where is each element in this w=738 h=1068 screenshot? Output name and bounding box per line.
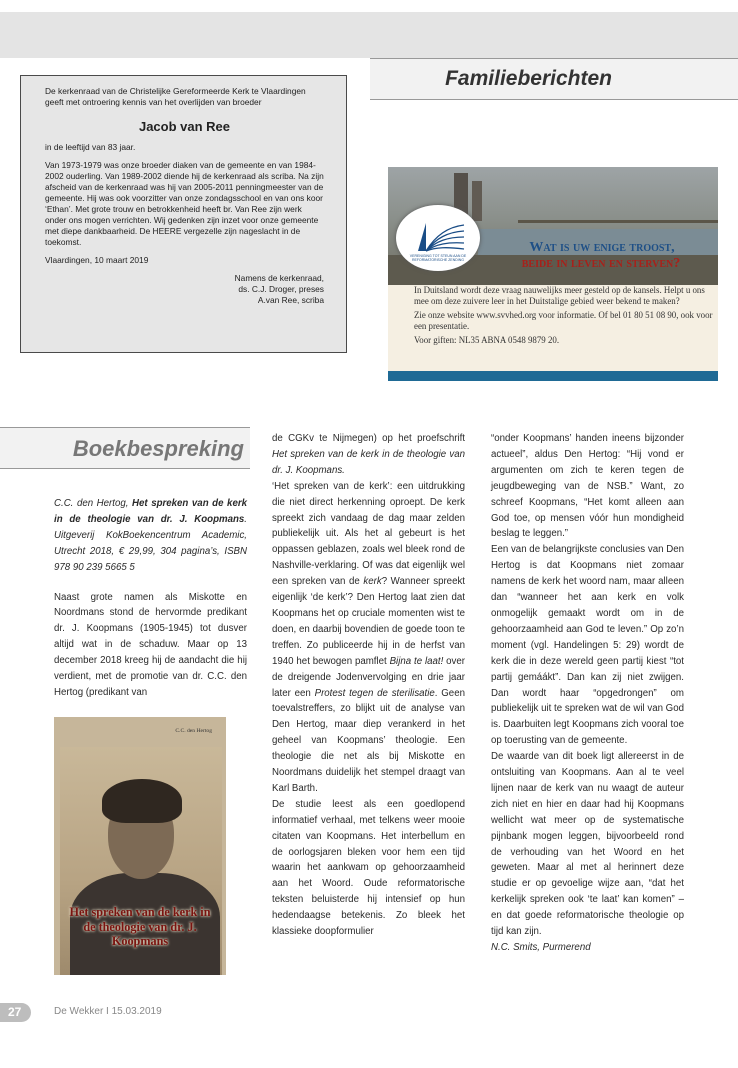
page-number-tab bbox=[0, 1003, 31, 1022]
signature-line: Namens de kerkenraad, bbox=[234, 273, 324, 283]
book-cover bbox=[54, 717, 226, 975]
notice-place-date: Vlaardingen, 10 maart 2019 bbox=[45, 255, 149, 265]
portrait-hair bbox=[102, 779, 182, 823]
ad-bottom-bar bbox=[388, 371, 718, 381]
text-run: kerk bbox=[363, 576, 382, 588]
text-run: ? Wanneer spreekt eigenlijk ‘de kerk’? Den Hertog laat zien dat Koopmans het op cruciale momenten wist te doen, en daarbij bovendien de goede toon te treffen. Zo publiceerde hij in de herfst van 1940 het bewogen pamflet bbox=[272, 576, 465, 667]
page-number: 27 bbox=[8, 1005, 22, 1019]
familieberichten-heading bbox=[370, 58, 738, 100]
text-run: over de dreigende Jodenvervolging en drie jaar later een bbox=[272, 655, 465, 699]
ref-details: . Uitgeverij KokBoekencentrum Academic, Utrecht 2018, € 29,99, 304 pagina’s, ISBN 978 90 239 5665 5 bbox=[54, 513, 247, 573]
book-reference bbox=[54, 496, 247, 576]
footer-text: De Wekker I 15.03.2019 bbox=[54, 1006, 162, 1017]
section-title: Boekbespreking bbox=[72, 436, 244, 461]
review-paragraph: De waarde van dit boek ligt allereerst in de ontsluiting van Koopmans. Aan al te veel lijnen naar de kerk van nu waagt de auteur zich niet en hier en daar had hij Koopmans wellicht wat meer op de systematische pijnbank mogen leggen, bijvoorbeeld rond de verhouding van het Woord en het geweten. Maar al met al herinnert deze studie er op gevoelige wijze aan, “dat het kerkelijk spreken ook ‘te laat’ kan komen” – en dat goede reformatorische theologie op tijd kan zijn. bbox=[491, 751, 684, 938]
ad-text bbox=[414, 285, 714, 350]
reviewer-name: N.C. Smits, Purmerend bbox=[491, 942, 591, 953]
notice-body: Van 1973-1979 was onze broeder diaken van de gemeente en van 1984-2002 ouderling. Van 1989-2002 diende hij de kerkenraad als scriba. Na zijn afscheid van de kerkenraad was hij van 2005-2011 penningmeester van de gemeente. Hij was ook voorzitter van onze zondagsschool en van ons koor ‘Ethan’. Met grote trouw en betrokkenheid heeft br. Van Ree zijn werk onder ons mogen verrichten. Wij gedenken zijn inzet voor onze gemeente met diepe dankbaarheid. De HEERE vergezelle zijn nageslacht in de toekomst. bbox=[45, 160, 324, 247]
notice-signature bbox=[45, 273, 324, 306]
ref-author: C.C. den Hertog, bbox=[54, 498, 133, 509]
ad-paragraph: In Duitsland wordt deze vraag nauwelijks meer gesteld op de kansels. Helpt u ons mee om deze zuivere leer in het Duitstalige gebied weer bekend te maken? bbox=[414, 285, 705, 306]
text-run: Protest tegen de sterilisatie bbox=[314, 687, 435, 699]
text-run: de CGKv te Nijmegen) op het proefschrift bbox=[272, 433, 465, 444]
signature-line: ds. C.J. Droger, preses bbox=[238, 284, 324, 294]
text-run: . Geen toevalstreffers, zo blijkt uit de analyse van Den Hertog, maar diep verankerd in het geheel van Koopmans’ theologie. Een theologie die net als bij Miskotte en Noordmans duidelijk het stempel draagt van Karl Barth. bbox=[272, 687, 465, 794]
review-column-3 bbox=[491, 431, 684, 956]
association-logo bbox=[396, 205, 480, 271]
logo-text: VERENIGING TOT STEUN AAN DE REFORMATORISCHE ZENDING bbox=[409, 254, 467, 262]
notice-age: in de leeftijd van 83 jaar. bbox=[45, 142, 136, 152]
text-run: Bijna te laat! bbox=[389, 655, 444, 667]
review-paragraph: “onder Koopmans’ handen ineens bijzonder actueel”, aldus Den Hertog: “Hij vond er argumenten om zich te keren tegen de jeugdbeweging van de NSB.” Want, zo schreef Koopmans, “Het komt alleen aan God toe, op mensen vóór hun mondigheid beslag te leggen.” bbox=[491, 433, 684, 540]
section-title: Familieberichten bbox=[445, 67, 612, 90]
top-band bbox=[0, 12, 738, 58]
review-paragraph: De studie leest als een goedlopend informatief verhaal, met telkens weer mooie citaten van Koopmans. Het interbellum en de oorlogsjaren bleken voor hem een tijd waarin het aankwam op gehoorzaamheid aan het Woord. Oude reformatorische teksten beluisterde hij intensief op hun hedendaagse betekenis. Zo bleek het klassieke doopformulier bbox=[272, 798, 465, 938]
deceased-name: Jacob van Ree bbox=[138, 119, 231, 134]
signature-line: A.van Ree, scriba bbox=[257, 295, 324, 305]
text-run: Het spreken van de kerk in de theologie van dr. J. Koopmans. bbox=[272, 448, 465, 476]
review-paragraph bbox=[272, 431, 465, 479]
ref-title: Het spreken van de kerk in de theologie van dr. J. Koopmans bbox=[54, 498, 247, 525]
review-paragraph bbox=[272, 479, 465, 797]
text-run: ‘Het spreken van de kerk’: een uitdrukking die niet direct herkenning oproept. De kerk spreekt zich vandaag de dag maar zelden publiekelijk uit. Als het al gebeurt is het oppassen geblazen, zoals wel bleek rond de Nashville-verklaring. Of was dat eigenlijk wel een spreken van de bbox=[272, 480, 465, 588]
death-notice bbox=[20, 75, 347, 353]
review-paragraph: Naast grote namen als Miskotte en Noordmans stond de hervormde predikant dr. J. Koopmans (1905-1945) tot dusver altijd wat in de schaduw. Maar op 13 december 2018 kreeg hij de aandacht die hij verdient, met de promotie van dr. C.C. den Hertog (predikant van bbox=[54, 591, 247, 698]
notice-intro: De kerkenraad van de Christelijke Gereformeerde Kerk te Vlaardingen geeft met ontroering kennis van het overlijden van broeder bbox=[45, 86, 306, 107]
svvhed-advertisement bbox=[388, 167, 718, 381]
review-column-2 bbox=[272, 431, 465, 940]
cover-title: Het spreken van de kerk in de theologie van dr. J. Koopmans bbox=[69, 905, 211, 948]
ad-paragraph: Zie onze website www.svvhed.org voor informatie. Of bel 01 80 51 08 90, ook voor een presentatie. bbox=[414, 310, 713, 331]
review-column-1 bbox=[54, 496, 247, 701]
ad-headline-1: Wat is uw enige troost, bbox=[529, 240, 675, 255]
ad-paragraph: Voor giften: NL35 ABNA 0548 9879 20. bbox=[414, 335, 560, 346]
cover-author: C.C. den Hertog bbox=[175, 728, 212, 734]
boekbespreking-heading bbox=[0, 427, 250, 469]
bridge bbox=[518, 205, 718, 223]
review-paragraph: Een van de belangrijkste conclusies van Den Hertog is dat Koopmans niet zomaar namens de kerk het woord nam, maar alleen dan “wanneer het aan kerk en volk onmogelijk gemaakt wordt om in de gehoorzaamheid aan God te leven.” Op zo’n moment (vgl. Handelingen 5: 29) wordt de kerk die in deze wereld geen partij kiest “tot partij gemáákt”. Dan kan zij niet zwijgen. Dan wordt haar “opgedrongen” om publiekelijk uit te spreken wat de wil van God is. Daarbuiten legt Koopmans zich vooral toe op toerusting van de gemeente. bbox=[491, 544, 684, 747]
ad-headline-2: beide in leven en sterven? bbox=[521, 256, 681, 271]
